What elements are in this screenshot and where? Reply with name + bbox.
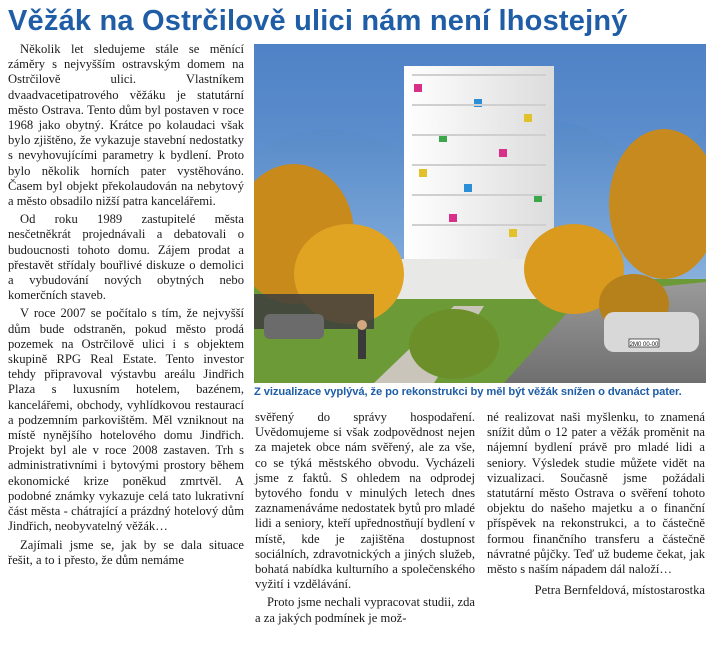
paragraph: Od roku 1989 zastupitelé města nesčetněkrát projednávali a debatovali o budoucnosti tohoto domu. Zájem prodat a přestavět střídaly bouřlivé diskuze o demolici a vybudování nových obytných nebo komerčních staveb. <box>8 212 244 303</box>
paragraph: Zajímali jsme se, jak by se dala situace řešit, a to i přesto, že dům nemáme <box>8 537 244 567</box>
article-column-2 <box>255 410 475 626</box>
article-headline: Věžák na Ostrčilově ulici nám není lhostejný <box>8 5 628 37</box>
car-license-plate: 2M0 00-00 <box>629 342 659 348</box>
paragraph: Několik let sledujeme stále se měnící záměry s nejvyšším ostravským domem na Ostrčilově ulici. Vlastníkem dvaadvacetipatrového věžáku je statutární město Ostrava. Tento dům byl postaven v roce 1968 jako obytný. Krátce po kolaudaci však bylo zjištěno, že vykazuje stavební nedostatky s nevyhovujícími parametry k bydlení. Proto bylo několik horních pater vystěhováno. Časem byl objekt překolaudován na nebytový a město obsadilo nižší patra kancelářemi. <box>8 42 244 209</box>
paragraph: V roce 2007 se počítalo s tím, že nejvyšší dům bude odstraněn, pokud město prodá pozemek na Ostrčilově ulici i s objektem skupině RPG Real Estate. Tento investor tehdy připravoval výstavbu areálu Jindřich Plaza s luxusním hotelem, bazénem, kancelářemi, obchody, vyhlídkovou restaurací a podzemním parkovištěm. Měl vzniknout na místě nynějšího hotelového domu Jindřich. Projekt byl ale v roce 2008 zastaven. Trh s administrativními i bytovými prostory během ekonomické krize poněkud zmrtvěl. A podobné známky vykazuje celá tato lukrativní část města - chátrající a prázdný hotelový dům Jindřich, neobyvatelný věžák… <box>8 306 244 534</box>
article-column-1 <box>8 42 244 568</box>
building-visualization-image <box>254 44 706 383</box>
author-signature: Petra Bernfeldová, místostarostka <box>534 583 705 598</box>
paragraph: Proto jsme nechali vypracovat studii, zda a za jakých podmínek je mož- <box>255 595 475 625</box>
image-caption: Z vizualizace vyplývá, že po rekonstrukci by měl být věžák snížen o dvanáct pater. <box>254 386 682 398</box>
article-column-3 <box>487 410 705 598</box>
paragraph: né realizovat naši myšlenku, to znamená snížit dům o 12 pater a věžák proměnit na nájemní bydlení právě pro mladé lidi a seniory. Výsledek studie můžete vidět na vizualizaci. Současně jsme požádali statutární město Ostrava o svěření tohoto objektu do našeho majetku a o finanční příspěvek na rekonstrukci, a to částečně formou finančního transferu a částečně návratné půjčky. Teď už budeme čekat, jak město s naším nápadem dál naloží… <box>487 410 705 577</box>
paragraph: svěřený do správy hospodaření. Uvědomujeme si však zodpovědnost nejen za majetek obce nám svěřený, ale za vše, co se týká městského obvodu. Vycházeli jsme z faktů. S ohledem na odprodej bytového fondu v minulých letech dnes zaznamenáváme nedostatek bytů pro mladé lidi a seniory, kteří upřednostňují bydlení v místě, kde je zajištěna dostupnost sociálních, zdravotnických a jiných služeb, bohatá nabídka kulturního a společenského vyžití i vzdělávání. <box>255 410 475 592</box>
